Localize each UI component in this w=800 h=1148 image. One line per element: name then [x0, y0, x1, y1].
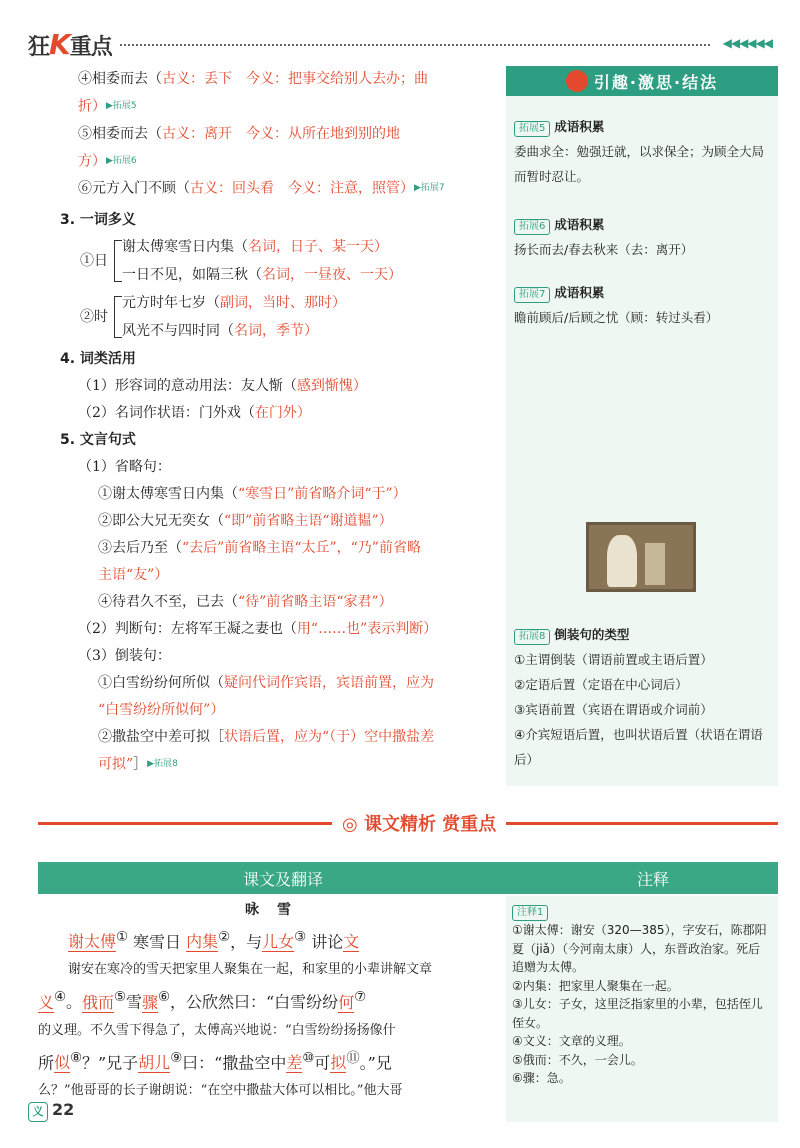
expand-link-8[interactable]: ▶拓展8 — [147, 758, 178, 769]
figure-icon — [566, 70, 588, 92]
line-s1c-cont: 主语“友”） — [98, 566, 169, 583]
table-header — [38, 862, 778, 894]
page-header — [0, 0, 800, 70]
heading-syntax: 5. 文言句式 — [60, 431, 136, 448]
notes-panel — [506, 896, 778, 1122]
polysemy-ri: ①日 谢太傅寒雪日内集（名词，日子、某一天） 一日不见，如隔三秋（名词，一昼夜、一天） — [80, 238, 402, 283]
note-3: ③儿女：子女，这里泛指家里的小辈，包括侄儿侄女。 — [512, 997, 763, 1030]
line-s2: （2）判断句：左将军王凝之妻也（用“……也”表示判断） — [78, 620, 438, 637]
header-dotted-line — [120, 44, 710, 46]
painting-image — [586, 522, 696, 592]
line-4: 方）▶拓展6 — [60, 148, 500, 176]
line-s3a-cont: “白雪纷纷所似何”） — [98, 701, 225, 718]
expand-link-6[interactable]: ▶拓展6 — [106, 155, 137, 166]
line-s1d: ④待君久不至，已去（“待”前省略主语“家君”） — [98, 593, 393, 610]
line-s1b: ②即公大兄无奕女（“即”前省略主语“谢道韫”） — [98, 512, 393, 529]
line-2: 折）▶拓展5 — [60, 93, 500, 121]
text-translation-header: 课文及翻译 — [242, 869, 323, 889]
translation-line-3: 么？”他哥哥的长子谢朗说：“在空中撒盐大体可以相比。”他大哥 — [38, 1082, 403, 1098]
note-6: ⑥骤：急。 — [512, 1071, 571, 1085]
sidebar — [506, 66, 778, 786]
main-column — [60, 66, 500, 778]
sidebar-header: 引趣·激思·结法 — [506, 66, 778, 96]
expand-note-6: 拓展6 成语积累 扬长而去/春去秋来（去：离开） — [514, 217, 694, 257]
brand-logo: 狂K重点 — [28, 28, 112, 61]
line-s1c: ③去后乃至（“去后”前省略主语“太丘”，“乃”前省略 — [98, 539, 421, 556]
expand-link-5[interactable]: ▶拓展5 — [106, 101, 137, 111]
notes-header: 注释 — [636, 869, 669, 889]
leaf-icon: 义 — [28, 1102, 48, 1122]
line-s3a: ①白雪纷纷何所似（疑问代词作宾语，宾语前置，应为 — [98, 674, 434, 691]
polysemy-shi: ②时 元方时年七岁（副词，当时、那时） 风光不与四时同（名词，季节） — [80, 294, 346, 339]
section-banner — [38, 810, 778, 836]
expand-note-5: 拓展5 成语积累 委曲求全：勉强迁就，以求保全；为顾全大局而暂时忍让。 — [514, 119, 765, 184]
page-number: 义 22 — [28, 1100, 88, 1130]
heading-polysemy: 3. 一词多义 — [60, 211, 136, 228]
header-arrows-icon: ◀◀◀◀◀◀ — [722, 36, 772, 50]
expand-note-8: 拓展8 倒装句的类型 ①主谓倒装（谓语前置或主语后置） ②定语后置（定语在中心词后） ③宾语前置（宾语在谓语或介词前） ④介宾短语后置，也叫状语后置（状语在谓语后） — [514, 627, 763, 767]
note-1: ①谢太傅：谢安（320—385），字安石，陈郡阳夏（jiǎ）（今河南太康）人，东晋政治家。死后追赠为太傅。 — [512, 923, 767, 974]
line-s1a: ①谢太傅寒雪日内集（“寒雪日”前省略介词“于”） — [98, 485, 407, 502]
line-c1: （1）形容词的意动用法：友人惭（感到惭愧） — [78, 377, 367, 394]
section-title: ◎ 课文精析 赏重点 — [332, 810, 506, 836]
line-1: ④相委而去（古义：丢下 今义：把事交给别人去办；曲 — [78, 71, 428, 87]
original-line-2: 义④。俄而⑤雪骤⑥，公欣然曰：“白雪纷纷何⑦ — [38, 990, 367, 1012]
notes-tag: 注释1 — [512, 905, 548, 921]
note-2: ②内集：把家里人聚集在一起。 — [512, 978, 679, 993]
translation-line-1: 谢安在寒冷的雪天把家里人聚集在一起，和家里的小辈讲解文章 — [68, 962, 433, 978]
expand-note-7: 拓展7 成语积累 瞻前顾后/后顾之忧（顾：转过头看） — [514, 285, 719, 325]
note-5: ⑤俄而：不久，一会儿。 — [512, 1052, 643, 1067]
line-s3b-cont: 可拟”］▶拓展8 — [60, 751, 500, 779]
text-and-translation — [38, 896, 500, 1105]
translation-line-2: 的义理。不久雪下得急了，太傅高兴地说：“白雪纷纷扬扬像什 — [38, 1022, 396, 1038]
swirl-icon: ◎ — [342, 814, 364, 835]
line-3: ⑤相委而去（古义：离开 今义：从所在地到别的地 — [78, 125, 400, 142]
line-s3b: ②撒盐空中差可拟［状语后置，应为“（于）空中撒盐差 — [98, 728, 435, 745]
line-c2: （2）名词作状语：门外戏（在门外） — [78, 404, 311, 421]
line-5: ⑥元方入门不顾（古义：回头看 今义：注意，照管）▶拓展7 — [60, 175, 500, 203]
note-4: ④文义：文章的义理。 — [512, 1034, 631, 1048]
expand-link-7[interactable]: ▶拓展7 — [414, 183, 445, 193]
original-line-3: 所似⑧？”兄子胡儿⑨曰：“撒盐空中差⑩可拟⑪。”兄 — [38, 1050, 392, 1072]
heading-word-class: 4. 词类活用 — [60, 350, 136, 367]
poem-title: 咏 雪 — [245, 902, 293, 918]
line-s1: （1）省略句： — [78, 458, 171, 475]
original-line-1: 谢太傅① 寒雪日 内集②，与儿女③ 讲论文 — [68, 930, 360, 952]
line-s3: （3）倒装句： — [78, 647, 171, 664]
